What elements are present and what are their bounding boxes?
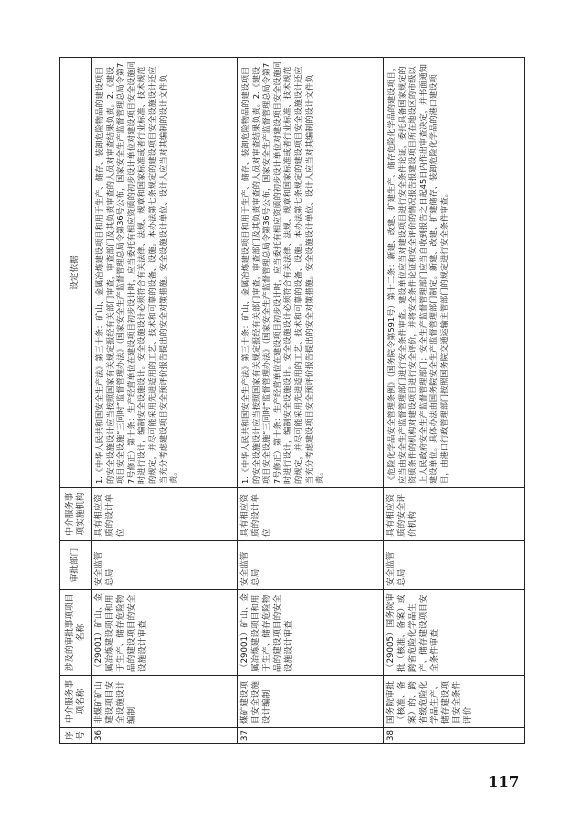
row-dept: 安全监管总局 <box>384 541 525 590</box>
row-item: 非煤矿矿山建设项目安全设施设计编制 <box>92 676 238 728</box>
row-approval: （29005）国务院审批（核准、备案）或跨省危险化学品生产、储存建设项目安全条件审查 <box>384 590 525 676</box>
row-approval: （29001）矿山、金属冶炼建设项目和用于生产、储存危险物品的建设项目的安全设施设计审查 <box>92 590 238 676</box>
row-no: 36 <box>92 728 238 744</box>
header-approval: 涉及的审批事项项目名称 <box>60 590 92 676</box>
row-no: 38 <box>384 728 525 744</box>
row-item: 煤矿建设项目安全设施设计编制 <box>238 676 384 728</box>
row-approval: （29001）矿山、金属冶炼建设项目和用于生产、储存危险物品的建设项目的安全设施设计审查 <box>238 590 384 676</box>
table-row <box>92 58 238 744</box>
row-no: 37 <box>238 728 384 744</box>
header-no: 序号 <box>60 728 92 744</box>
row-dept: 安全监管总局 <box>238 541 384 590</box>
header-item: 中介服务事项名称 <box>60 676 92 728</box>
row-basis: 1.《中华人民共和国安全生产法》第三十条：矿山、金属冶炼建设项目和用于生产、储存、装卸危险物品的建设项目的安全设施设计应当按照国家有关规定报经有关部门审查，审查部门及其负责审查的人员对审查结果负责。2.《建设项目安全设施“三同时”监督管理办法》（国家安全生产监督管理总局令第36号公布，国家安全生产监督管理总局令第77号修正）第十条：生产经营单位在建设项目初步设计时，应当委托有相应资质的初步设计单位对建设项目安全设施同时进行设计，编制安全设施设计。安全设施设计必须符合有关法律、法规、规章和国家标准或者行业标准、技术规范的规定，并尽可能采用先进适用的工艺、技术和可靠的设备、设施。本办法第七条规定的建设项目安全设施设计还应当充分考虑建设项目安全预评价报告提出的安全对策措施。安全设施设计单位、设计人应当对其编制的设计文件负责。 <box>92 58 238 488</box>
row-agency: 具有相应资质的设计单位 <box>238 488 384 541</box>
row-agency: 具有相应资质的设计单位 <box>92 488 238 541</box>
table-row <box>384 58 525 744</box>
header-basis: 设定依据 <box>60 58 92 488</box>
rotated-table-container <box>59 58 524 744</box>
row-item: 国务院审批（核准、备案）的、跨省级危险化学品生产、储存建设项目安全条件评价 <box>384 676 525 728</box>
approval-table <box>59 57 525 744</box>
row-dept: 安全监管总局 <box>92 541 238 590</box>
row-basis: 《危险化学品安全管理条例》（国务院令第591号）第十二条：新建、改建、扩建生产、储存危险化学品的建设项目，应当由安全生产监督管理部门进行安全条件审查。建设单位应当对建设项目进行安全条件论证，委托具备国家规定的资质条件的机构对建设项目进行安全评价，并将安全条件论证和安全评价的情况报告报建设项目所在地设区的市级以上人民政府安全生产监督管理部门；安全生产监督管理部门应当自收到报告之日起45日内作出审查决定，并书面通知建设单位。具体办法由国务院安全生产监督管理部门制定。新建、改建、扩建储存、装卸危险化学品的港口建设项目，由港口行政管理部门按照国务院交通运输主管部门的规定进行安全条件审查。 <box>384 58 525 488</box>
row-basis: 1.《中华人民共和国安全生产法》第三十条：矿山、金属冶炼建设项目和用于生产、储存、装卸危险物品的建设项目的安全设施设计应当按照国家有关规定报经有关部门审查，审查部门及其负责审查的人员对审查结果负责。2.《建设项目安全设施“三同时”监督管理办法》（国家安全生产监督管理总局令第36号公布，国家安全生产监督管理总局令第77号修正）第十条：生产经营单位在建设项目初步设计时，应当委托有相应资质的初步设计单位对建设项目安全设施同时进行设计，编制安全设施设计。安全设施设计必须符合有关法律、法规、规章和国家标准或者行业标准、技术规范的规定，并尽可能采用先进适用的工艺、技术和可靠的设备、设施。本办法第七条规定的建设项目安全设施设计还应当充分考虑建设项目安全预评价报告提出的安全对策措施。安全设施设计单位、设计人应当对其编制的设计文件负责。 <box>238 58 384 488</box>
header-dept: 审批部门 <box>60 541 92 590</box>
header-agency: 中介服务事项实施机构 <box>60 488 92 541</box>
row-agency: 具有相应资质的安全评价机构 <box>384 488 525 541</box>
table-header-row <box>60 58 92 744</box>
page-number: 117 <box>488 773 520 791</box>
table-row <box>238 58 384 744</box>
